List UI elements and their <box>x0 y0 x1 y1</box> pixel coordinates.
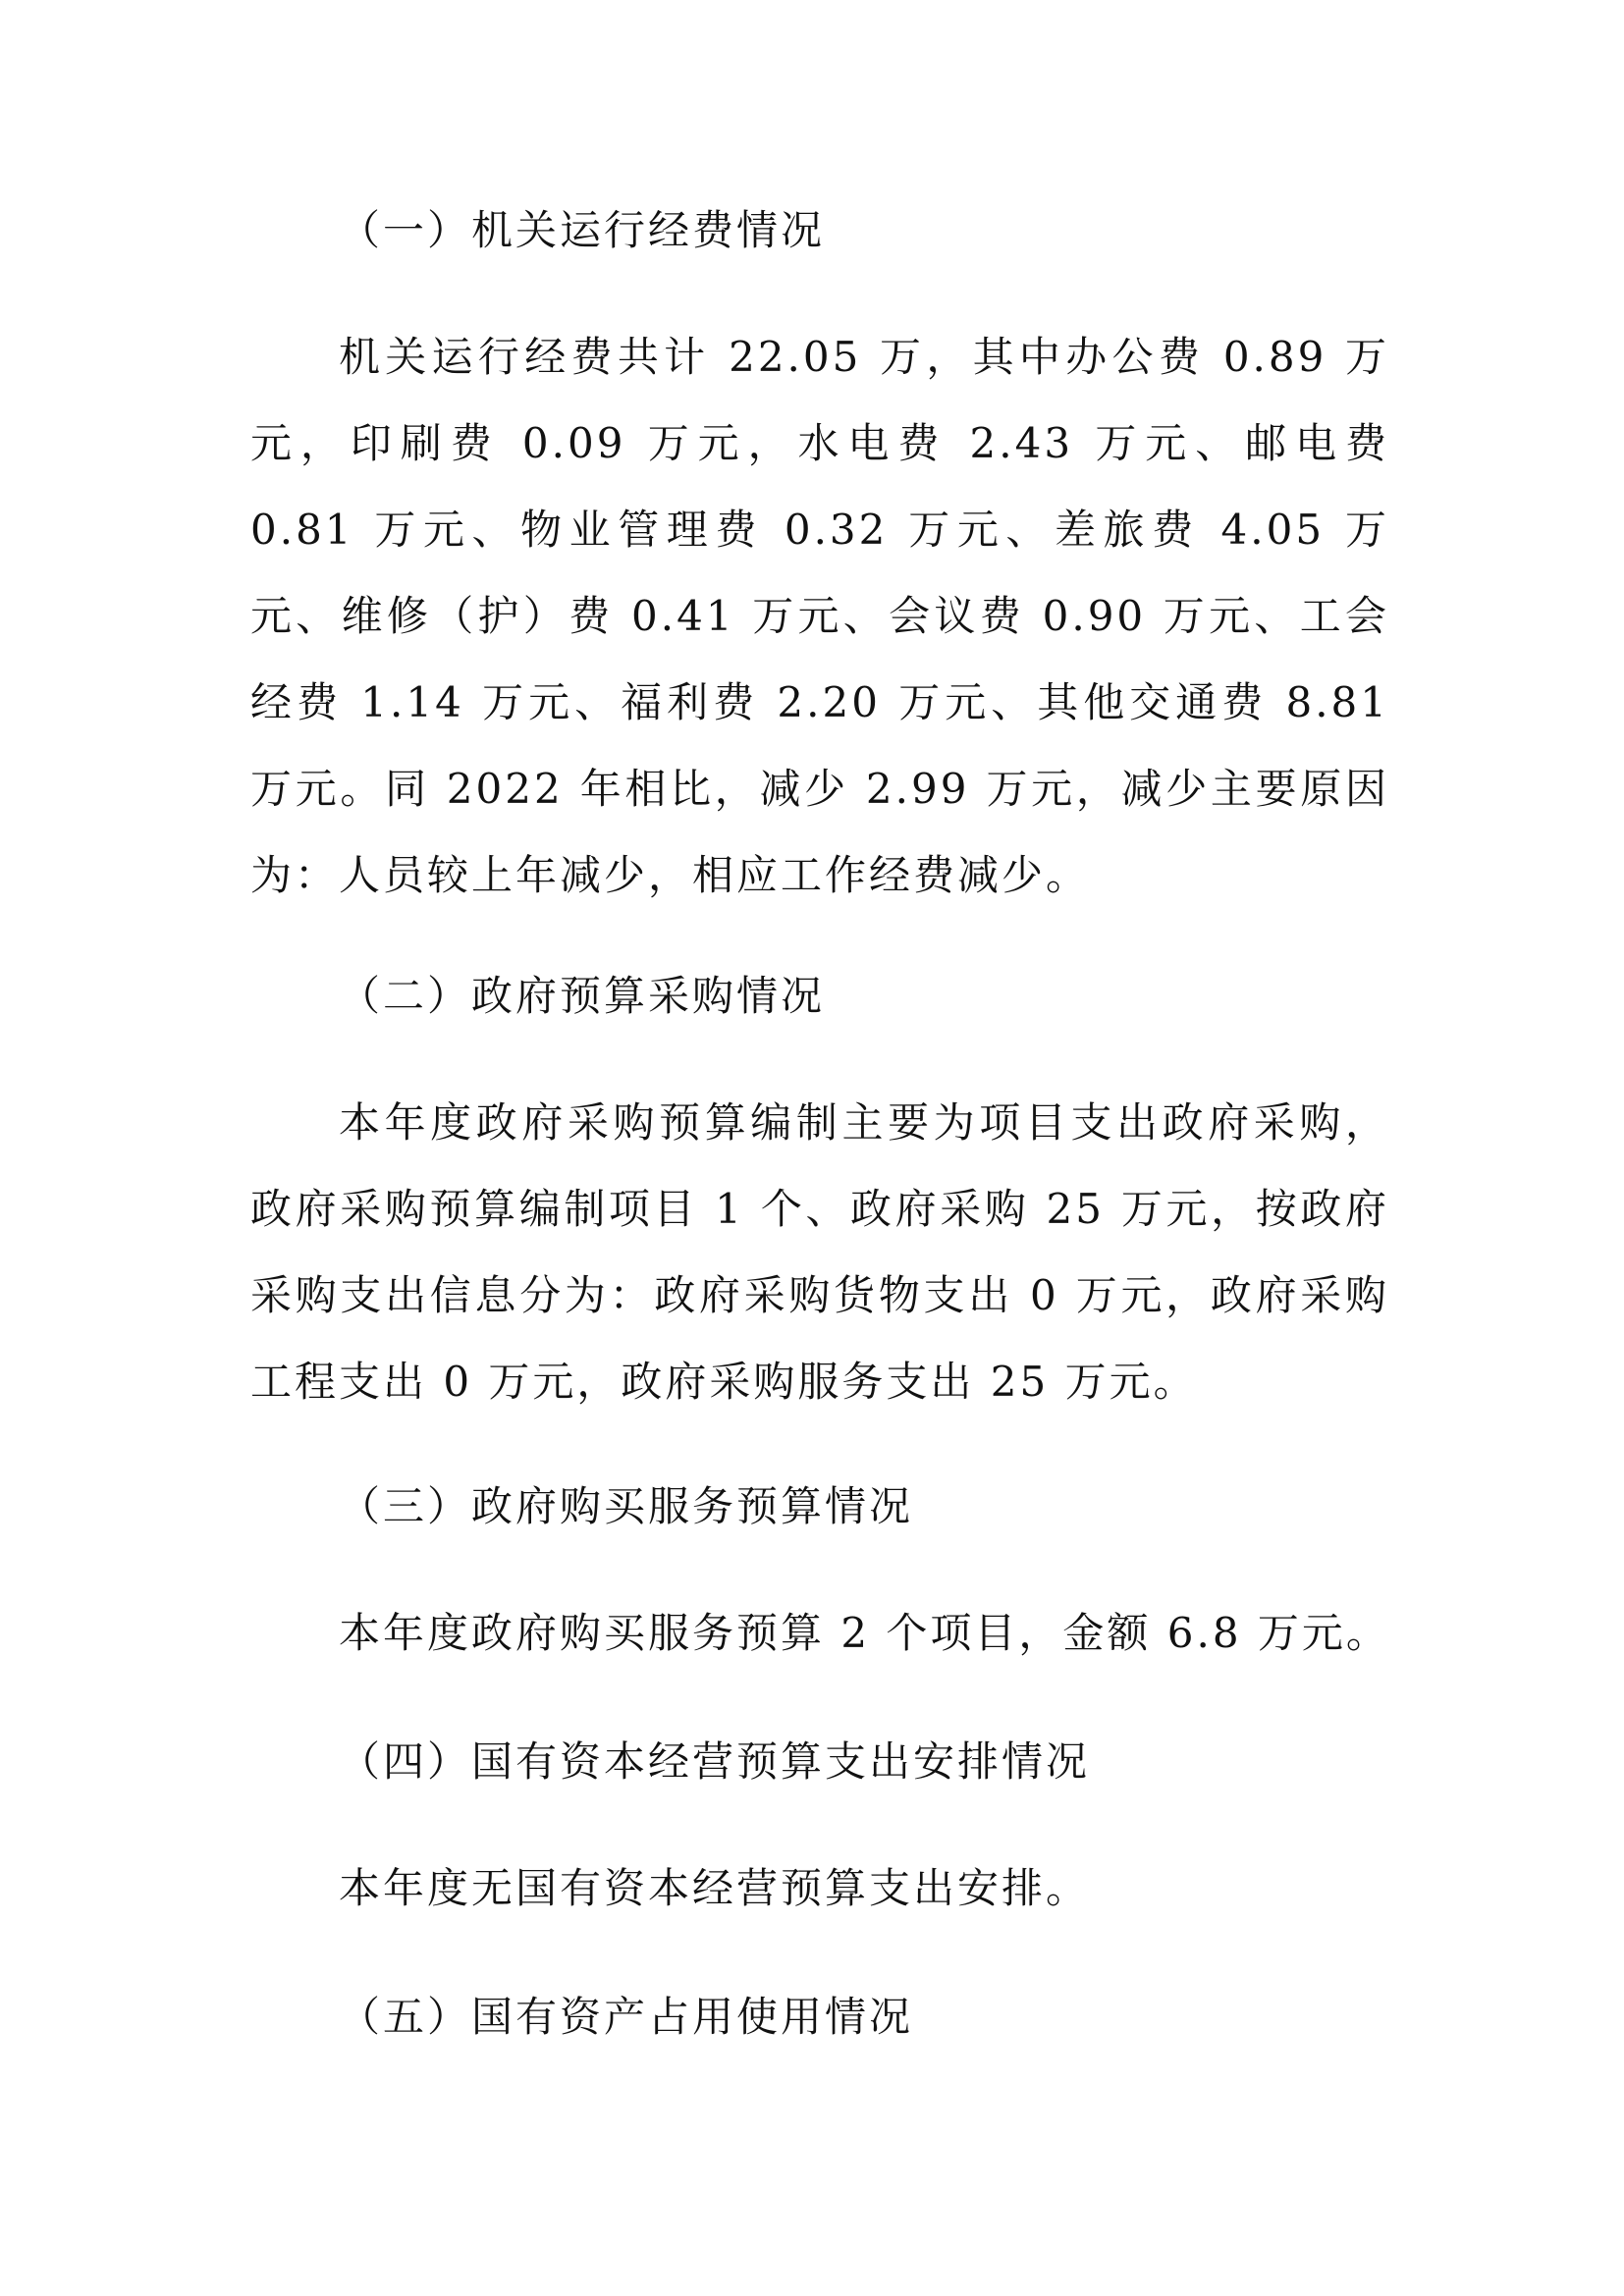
section-heading-3: （三）政府购买服务预算情况 <box>339 1482 914 1530</box>
section-body-4: 本年度无国有资本经营预算支出安排。 <box>339 1864 1091 1912</box>
section-body-2: 本年度政府采购预算编制主要为项目支出政府采购，政府采购预算编制项目 1 个、政府采购 25 万元，按政府采购支出信息分为：政府采购货物支出 0 万元，政府采购工程支出 0 万元，政府采购服务支出 25 万元。 <box>250 1098 1389 1406</box>
section-heading-1: （一）机关运行经费情况 <box>339 206 826 254</box>
section-heading-5: （五）国有资产占用使用情况 <box>339 1993 914 2041</box>
section-body-3: 本年度政府购买服务预算 2 个项目，金额 6.8 万元。 <box>339 1609 1390 1657</box>
section-heading-2: （二）政府预算采购情况 <box>339 972 826 1020</box>
section-heading-4: （四）国有资本经营预算支出安排情况 <box>339 1737 1091 1786</box>
section-body-1: 机关运行经费共计 22.05 万，其中办公费 0.89 万元，印刷费 0.09 万元，水电费 2.43 万元、邮电费 0.81 万元、物业管理费 0.32 万元、差旅费 4.05 万元、维修（护）费 0.41 万元、会议费 0.90 万元、工会经费 1.14 万元、福利费 2.20 万元、其他交通费 8.81 万元。同 2022 年相比，减少 2.99 万元，减少主要原因为：人员较上年减少，相应工作经费减少。 <box>250 333 1389 899</box>
